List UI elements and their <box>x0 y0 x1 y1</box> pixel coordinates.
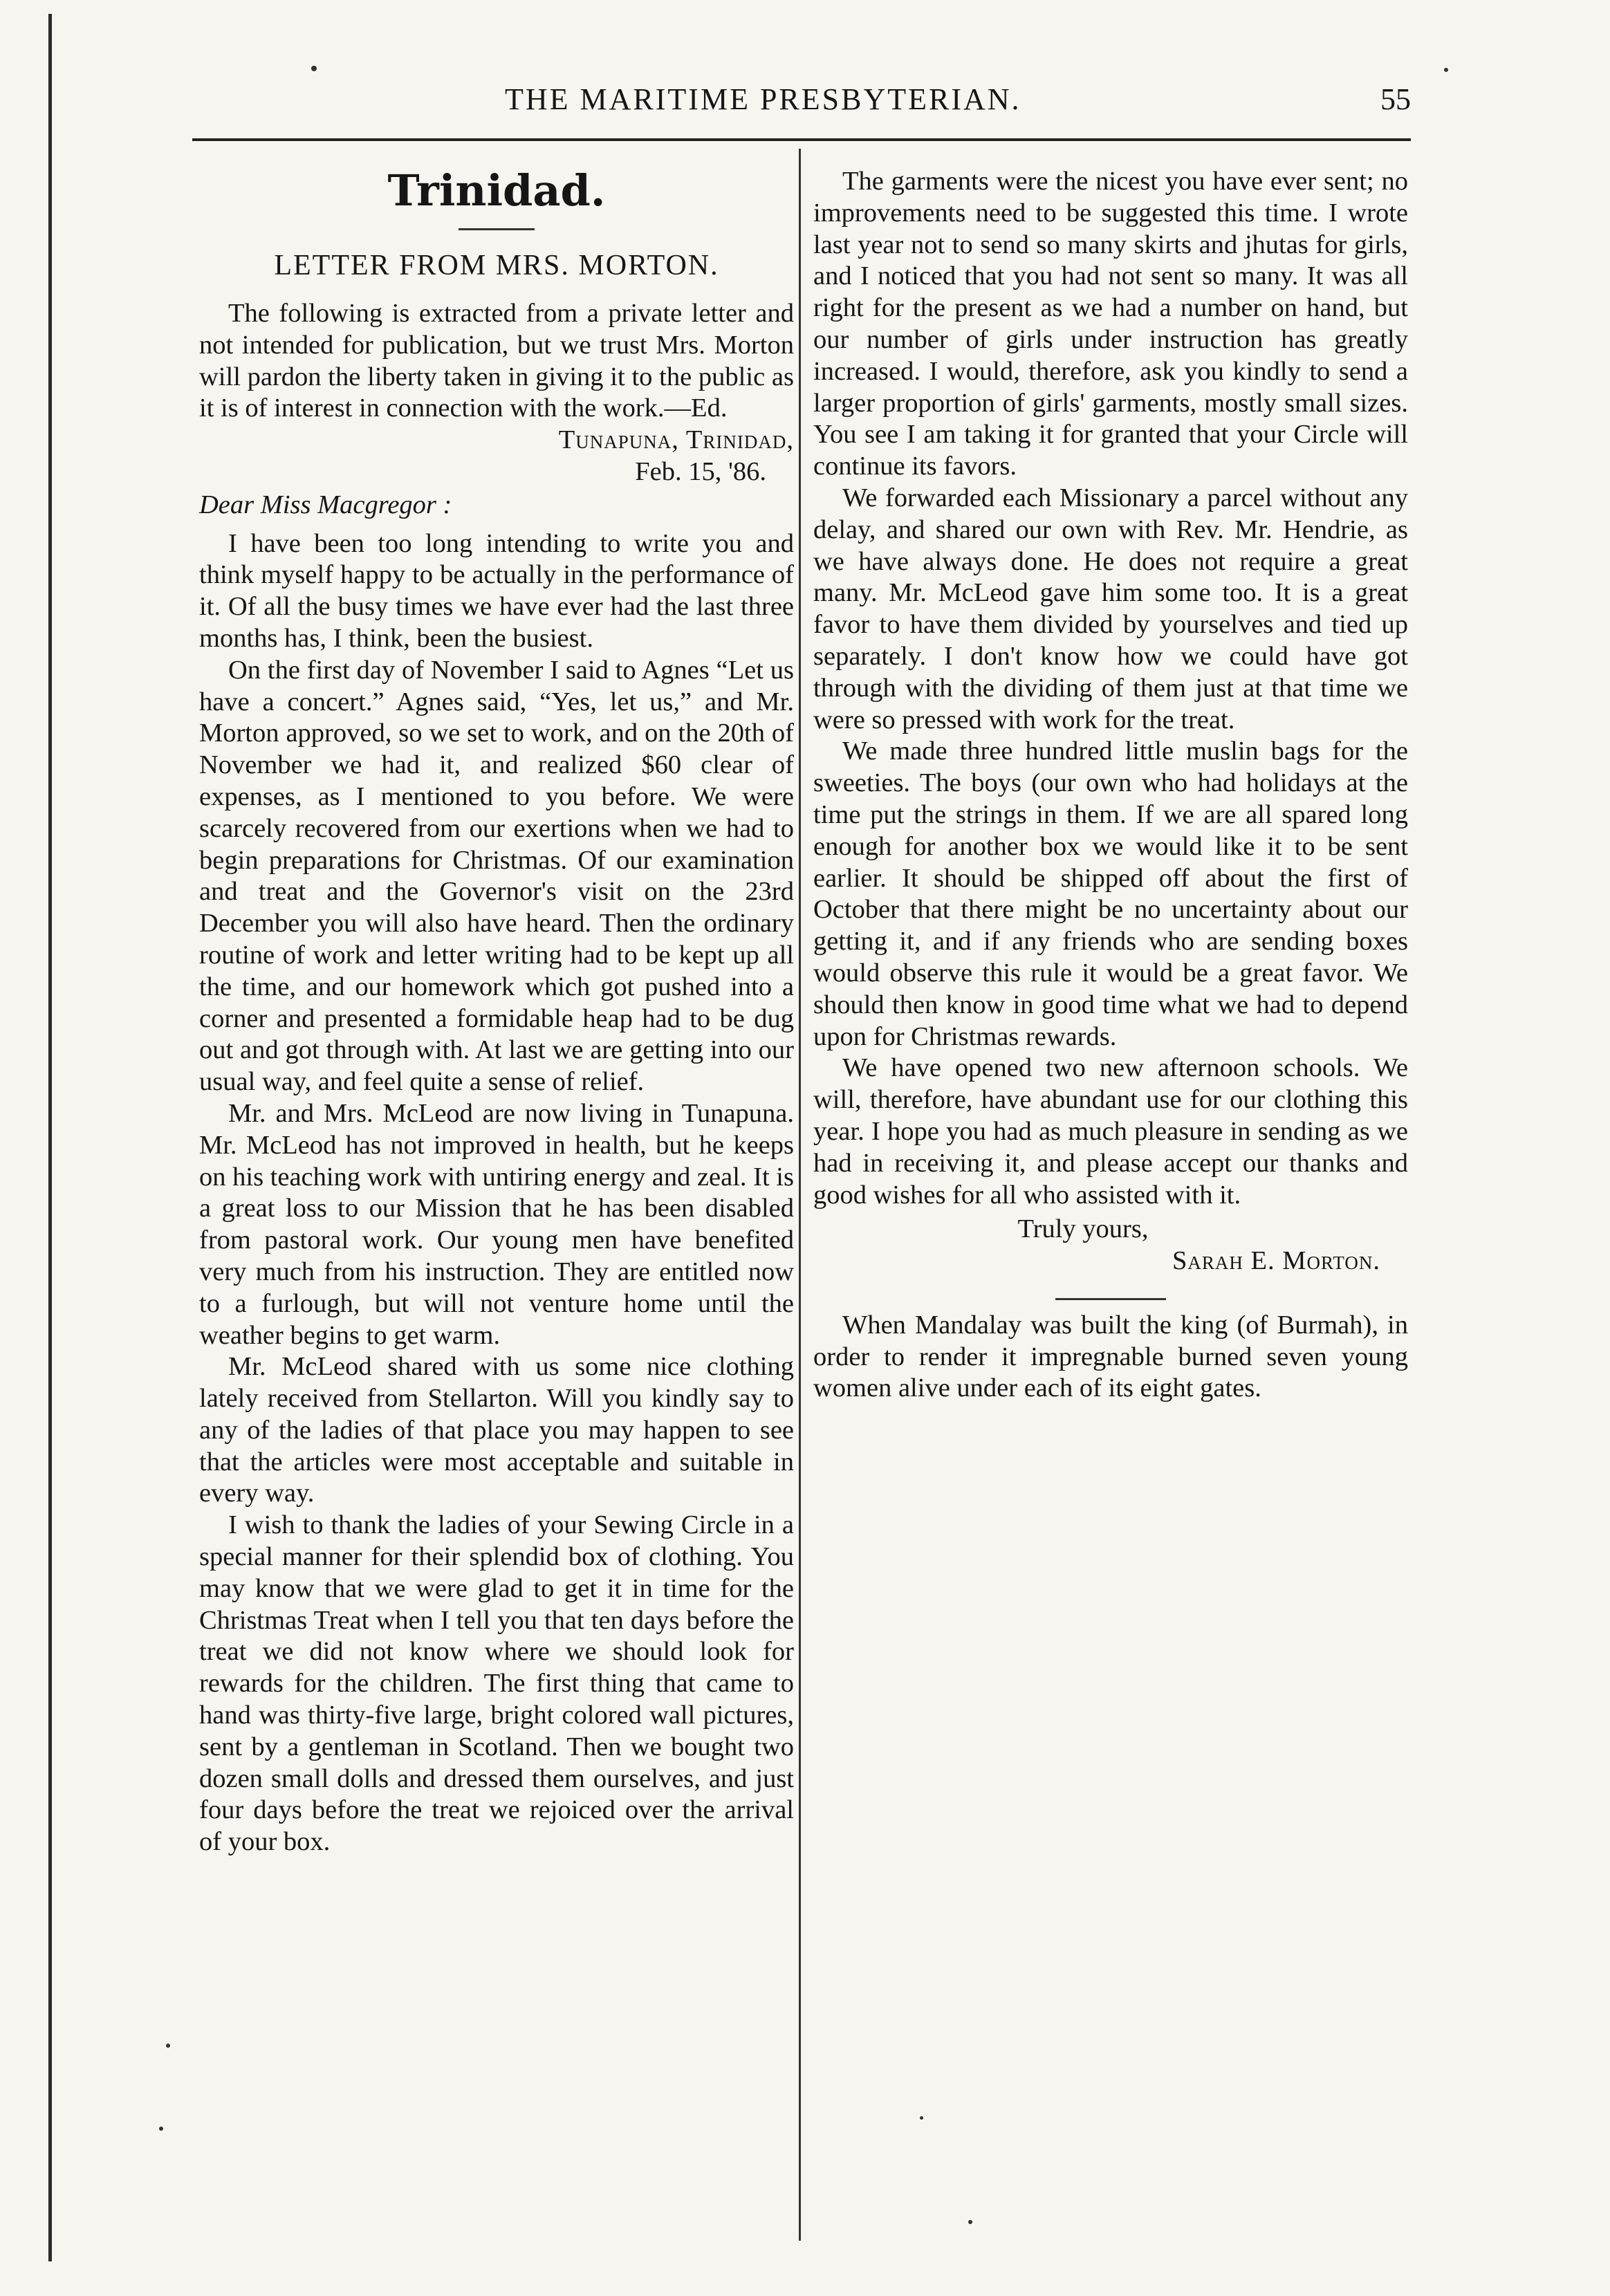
letter-closing: Truly yours, <box>1017 1214 1149 1244</box>
title-rule <box>459 228 535 230</box>
editor-intro: The following is extracted from a private letter and not intended for publication, but we trust Mrs. Morton will pardon the liberty taken in giving it to the public as it is of interest in connection with the work.—Ed. <box>199 299 794 423</box>
letter-paragraph: The garments were the nicest you have ever sent; no improvements need to be suggested this time. I wrote last year not to send so many skirts and jhutas for girls, and I noticed that you had not sent so many. It was all right for the present as we had a number on hand, but our number of girls under instruction has greatly increased. I would, therefore, ask you kindly to send a larger proportion of girls' garments, mostly small sizes. You see I am taking it for granted that your Circle will continue its favors. <box>813 167 1408 481</box>
running-title: THE MARITIME PRESBYTERIAN. <box>505 82 1021 116</box>
print-speck <box>159 2127 163 2131</box>
letter-paragraph: I wish to thank the ladies of your Sewing Circle in a special manner for their splendid box of clothing. You may know that we were glad to get it in time for the Christmas Treat when I tell you that ten days before the treat we did not know where we should look for rewards for the children. The first thing that came to hand was thirty-five large, bright colored wall pictures, sent by a gentleman in Scotland. Then we bought two dozen small dolls and dressed them ourselves, and just four days before the treat we rejoiced over the arrival of your box. <box>199 1510 794 1857</box>
print-speck <box>166 2044 170 2048</box>
binding-rule <box>48 14 52 2261</box>
section-title: Trinidad. <box>387 165 606 216</box>
letter-signature: Sarah E. Morton. <box>1172 1246 1380 1276</box>
letter-paragraph: We forwarded each Missionary a parcel without any delay, and shared our own with Rev. Mr. Hendrie, as we have always done. He does not require a great many. Mr. McLeod gave him some too. It is a great favor to have them divided by yourselves and tied up separately. I don't know how we could have got through with the dividing of them just at that time we were so pressed with work for the treat. <box>813 483 1408 734</box>
dateline-date <box>199 456 794 488</box>
right-column <box>813 166 1408 1405</box>
print-speck <box>311 66 317 71</box>
letter-paragraph: Mr. and Mrs. McLeod are now living in Tunapuna. Mr. McLeod has not improved in health, but he keeps on his teaching work with untiring energy and zeal. It is a great loss to our Mission that he has been disabled from pastoral work. Our young men have benefited very much from his instruction. They are entitled now to a furlough, but will not venture home until the weather begins to get warm. <box>199 1098 794 1350</box>
left-column <box>199 160 794 1858</box>
salutation: Dear Miss Macgregor : <box>199 490 452 519</box>
letter-paragraph: We made three hundred little muslin bags for the sweeties. The boys (our own who had holidays at the time put the strings in them. If we are all spared long enough for another box we would like it to be sent earlier. It should be shipped off about the first of October that there might be no uncertainty about our getting it, and if any friends who are sending boxes would observe this rule it would be a great favor. We should then know in good time what we had to depend upon for Christmas rewards. <box>813 737 1408 1051</box>
letter-paragraph: I have been too long intending to write you and think myself happy to be actually in the performance of it. Of all the busy times we have ever had the last three months has, I think, been the busiest. <box>199 528 794 653</box>
letter-place: Tunapuna, Trinidad, <box>558 425 794 455</box>
filler-note: When Mandalay was built the king (of Burmah), in order to render it impregnable burned seven young women alive under each of its eight gates. <box>813 1310 1408 1403</box>
letter-paragraph: Mr. McLeod shared with us some nice clothing lately received from Stellarton. Will you kindly say to any of the ladies of that place you may happen to see that the articles were most acceptable and suitable in every way. <box>199 1352 794 1508</box>
dateline-place <box>199 425 794 456</box>
letter-paragraph: On the first day of November I said to Agnes “Let us have a concert.” Agnes said, “Yes, let us,” and Mr. Morton approved, so we set to work, and on the 20th of November we had it, and realized $60 clear of expenses, as I mentioned to you before. We were scarcely recovered from our exertions when we had to begin preparations for Christmas. Of our examination and treat and the Governor's visit on the 23rd December you will also have heard. Then the ordinary routine of work and letter writing had to be kept up all the time, and our homework which got pushed into a corner and presented a formidable heap had to be dug out and got through with. At last we are getting into our usual way, and feel quite a sense of relief. <box>199 655 794 1097</box>
letter-date: Feb. 15, '86. <box>635 456 766 486</box>
letter-signoff <box>813 1214 1408 1277</box>
page-number: 55 <box>1380 82 1411 116</box>
header-rule <box>192 138 1411 141</box>
print-speck <box>1444 68 1448 72</box>
print-speck <box>968 2220 972 2224</box>
note-rule <box>1055 1298 1166 1300</box>
letter-paragraph: We have opened two new afternoon schools. We will, therefore, have abundant use for our clothing this year. I hope you had as much pleasure in sending as we had in receiving it, and please accept our thanks and good wishes for all who assisted with it. <box>813 1053 1408 1210</box>
article-title: LETTER FROM MRS. MORTON. <box>274 250 719 281</box>
page-header <box>111 82 1411 130</box>
print-speck <box>920 2116 923 2120</box>
column-divider <box>799 149 801 2241</box>
